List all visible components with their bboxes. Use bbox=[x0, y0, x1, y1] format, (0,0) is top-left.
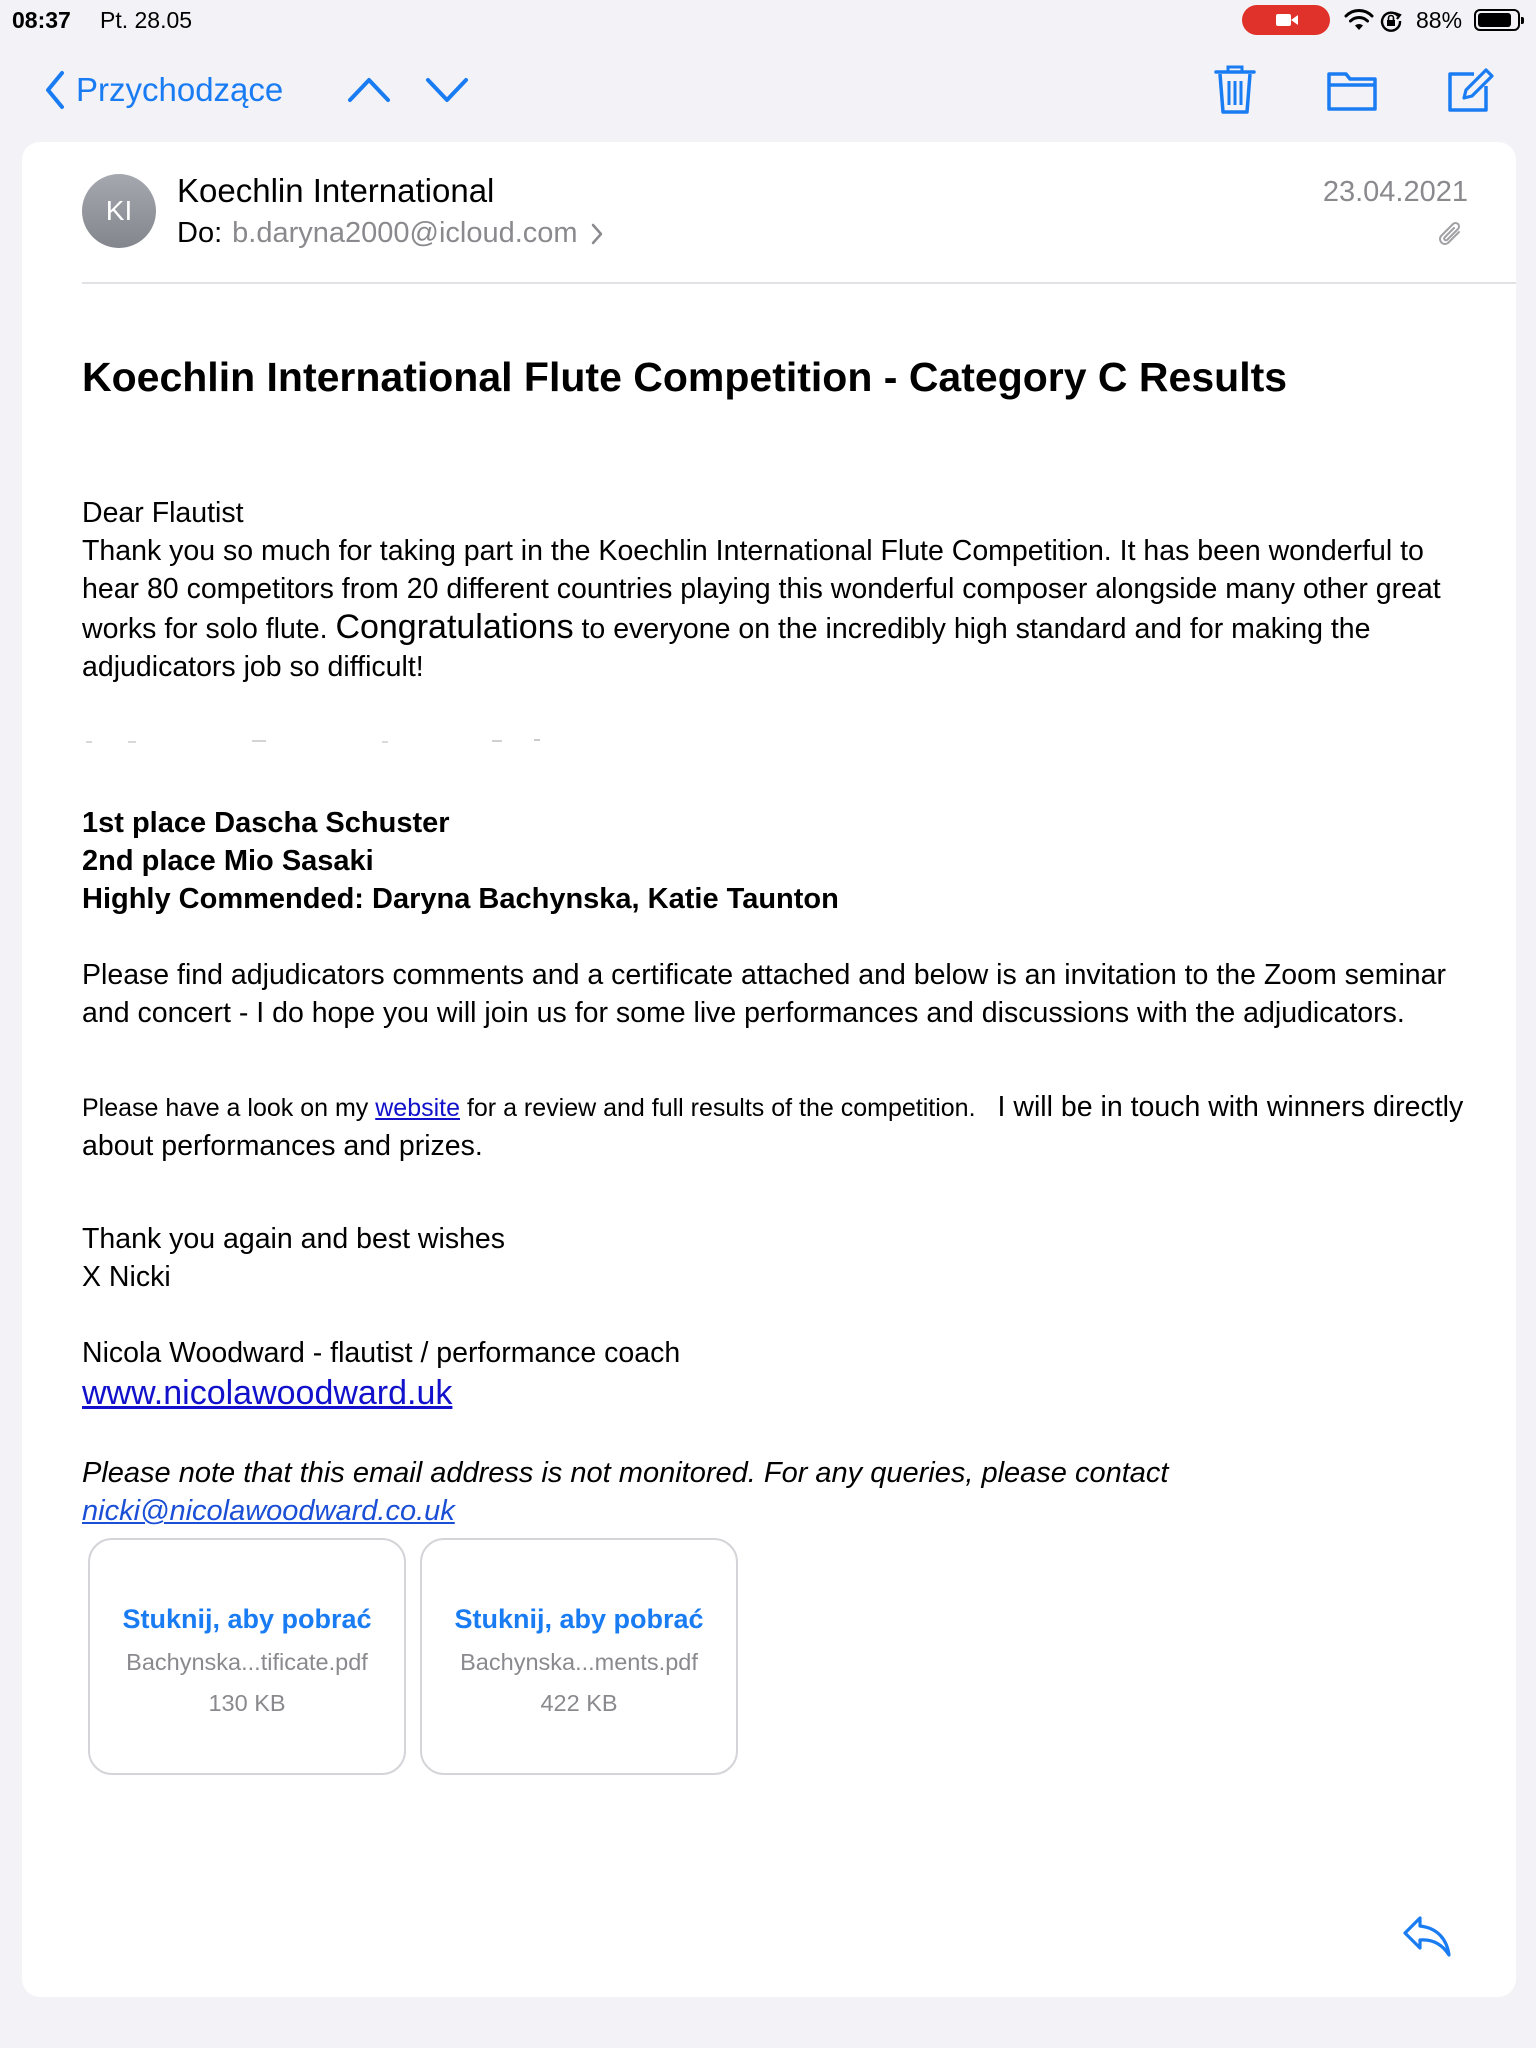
signature-line: Nicola Woodward - flautist / performance coach bbox=[82, 1337, 681, 1369]
chevron-up-icon[interactable] bbox=[346, 70, 392, 110]
folder-icon[interactable] bbox=[1326, 62, 1378, 116]
congratulations-word: Congratulations bbox=[335, 608, 574, 646]
chevron-left-icon bbox=[44, 70, 66, 110]
greeting-paragraph bbox=[82, 494, 1482, 686]
results-list bbox=[82, 804, 839, 918]
compose-icon[interactable] bbox=[1444, 62, 1494, 116]
comments-paragraph: Please find adjudicators comments and a certificate attached and below is an invitation to the Zoom seminar and concert - I do hope you will join us for some live performances and discussions with the adjudicators. bbox=[82, 959, 1446, 1029]
email-subject: Koechlin International Flute Competition - Category C Results bbox=[82, 354, 1288, 400]
status-date: Pt. 28.05 bbox=[100, 7, 193, 33]
navigation-bar bbox=[0, 50, 1536, 130]
closing bbox=[82, 1220, 1482, 1296]
closing-line: Thank you again and best wishes bbox=[82, 1223, 506, 1255]
unmonitored-note: Please note that this email address is not monitored. For any queries, please contact nicki@nicolawoodward.co.uk bbox=[82, 1457, 1169, 1527]
sender-avatar[interactable]: KI bbox=[82, 174, 156, 248]
intro-paragraph: Thank you so much for taking part in the Koechlin International Flute Competition. It has been wonderful to hear 80 competitors from 20 different countries playing this wonderful composer alongside many other great works for solo flute. Congratulations to everyone on the incredibly high standard and for making the adjudicators job so difficult! bbox=[82, 535, 1441, 683]
email-message-card bbox=[22, 142, 1516, 1997]
result-first-place: 1st place Dascha Schuster bbox=[82, 807, 450, 839]
back-to-inbox-button[interactable] bbox=[44, 66, 283, 114]
attachment-certificate[interactable] bbox=[88, 1538, 406, 1775]
video-camera-icon bbox=[1276, 14, 1291, 26]
result-highly-commended: Highly Commended: Daryna Bachynska, Katie Taunton bbox=[82, 883, 839, 915]
email-date: 23.04.2021 bbox=[1322, 176, 1468, 208]
attachment-filename: Bachynska...ments.pdf bbox=[460, 1649, 698, 1675]
paperclip-icon bbox=[1436, 220, 1464, 250]
attachment-comments[interactable] bbox=[420, 1538, 738, 1775]
header-divider bbox=[82, 282, 1516, 284]
attachment-size: 130 KB bbox=[208, 1690, 286, 1716]
screen-recording-indicator[interactable] bbox=[1242, 5, 1330, 35]
back-button-label: Przychodzące bbox=[76, 71, 284, 108]
chevron-right-icon bbox=[590, 222, 604, 246]
wifi-icon bbox=[1344, 8, 1374, 32]
attachment-filename: Bachynska...tificate.pdf bbox=[126, 1649, 368, 1675]
trash-icon[interactable] bbox=[1210, 62, 1260, 116]
result-second-place: 2nd place Mio Sasaki bbox=[82, 845, 374, 877]
recipient-row[interactable] bbox=[177, 217, 604, 250]
chevron-down-icon[interactable] bbox=[424, 70, 470, 110]
rotation-lock-icon bbox=[1380, 10, 1402, 32]
recipient-label: Do: bbox=[177, 217, 223, 249]
website-paragraph: Please have a look on my website for a review and full results of the competition. I will be in touch with winners directly about performances and prizes. bbox=[82, 1091, 1464, 1162]
closing-name: X Nicki bbox=[82, 1261, 171, 1293]
attachment-download-label: Stuknij, aby pobrać bbox=[122, 1604, 372, 1634]
attachment-download-label: Stuknij, aby pobrać bbox=[454, 1604, 704, 1634]
reply-icon[interactable] bbox=[1400, 1912, 1454, 1960]
status-time: 08:37 bbox=[12, 7, 71, 33]
sender-name[interactable]: Koechlin International bbox=[177, 172, 495, 209]
recipient-address: b.daryna2000@icloud.com bbox=[232, 217, 578, 249]
website-link[interactable]: website bbox=[375, 1094, 460, 1122]
signature-website-link[interactable]: www.nicolawoodward.uk bbox=[82, 1374, 453, 1412]
status-bar bbox=[0, 0, 1536, 40]
battery-percentage: 88% bbox=[1416, 7, 1463, 33]
attachment-size: 422 KB bbox=[540, 1690, 618, 1716]
faded-text-remnant bbox=[82, 738, 642, 746]
contact-email-link[interactable]: nicki@nicolawoodward.co.uk bbox=[82, 1495, 455, 1527]
battery-icon bbox=[1474, 9, 1520, 31]
greeting: Dear Flautist bbox=[82, 497, 244, 529]
